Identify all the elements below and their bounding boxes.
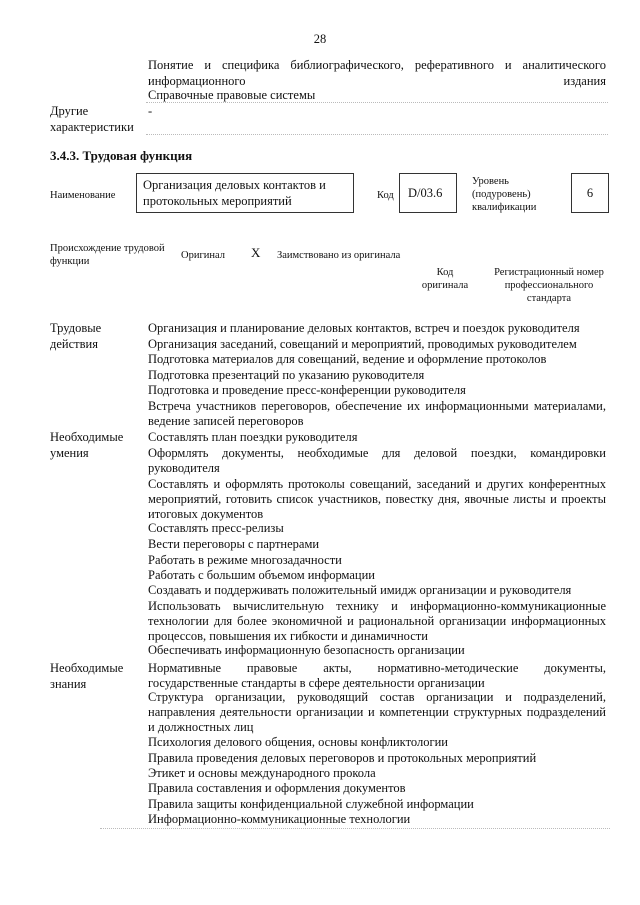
list-item: Структура организации, руководящий состав организации и подразделений, направления деятельности организации и компетенции структурных подразделений и должностных лиц bbox=[148, 690, 606, 734]
list-item-top-1: Понятие и специфика библиографического, реферативного и аналитического информационного издания bbox=[148, 58, 606, 88]
other-characteristics-label: Другие характеристики bbox=[50, 104, 134, 134]
origin-borrowed: Заимствовано из оригинала bbox=[277, 250, 401, 261]
list-item: Встреча участников переговоров, обеспечение их информационными материалами, ведение записей переговоров bbox=[148, 399, 606, 428]
level-label: Уровень (подуровень) квалификации bbox=[472, 176, 537, 213]
name-box bbox=[136, 173, 354, 213]
page-number: 28 bbox=[313, 32, 327, 46]
list-item: Составлять и оформлять протоколы совещаний, заседаний и других конферентных мероприятий, готовить список участников, повестку дня, явочные листы и проекты итоговых документов bbox=[148, 477, 606, 521]
code-box bbox=[399, 173, 457, 213]
list-item: Подготовка материалов для совещаний, ведение и оформление протоколов bbox=[148, 352, 547, 366]
code-value: D/03.6 bbox=[408, 186, 443, 200]
reg-number-label: Регистрационный номер профессионального стандарта bbox=[494, 267, 604, 304]
name-label: Наименование bbox=[50, 190, 116, 201]
list-item: Использовать вычислительную технику и информационно-коммуникационные технологии для более экономичной и рациональной организации информационных процессов, повышения их гибкости и динамичности bbox=[148, 599, 606, 643]
list-item: Этикет и основы международного прокола bbox=[148, 766, 376, 780]
list-item: Составлять план поездки руководителя bbox=[148, 430, 358, 444]
list-item: Правила защиты конфиденциальной служебной информации bbox=[148, 797, 474, 811]
origin-label: Происхождение трудовой функции bbox=[50, 243, 165, 267]
code-original-label: Код оригинала bbox=[421, 267, 469, 291]
list-item: Подготовка презентаций по указанию руководителя bbox=[148, 368, 425, 382]
skills-label: Необходимые умения bbox=[50, 430, 124, 460]
other-characteristics-value: - bbox=[148, 104, 153, 118]
list-item: Создавать и поддерживать положительный имидж организации и руководителя bbox=[148, 583, 572, 597]
list-item: Вести переговоры с партнерами bbox=[148, 537, 320, 551]
list-item: Психология делового общения, основы конфликтологии bbox=[148, 735, 448, 749]
level-value: 6 bbox=[586, 186, 594, 200]
table-bottom-divider bbox=[100, 828, 610, 829]
section-title: 3.4.3. Трудовая функция bbox=[50, 148, 193, 163]
origin-mark: X bbox=[251, 245, 261, 260]
list-item: Подготовка и проведение пресс-конференции руководителя bbox=[148, 383, 466, 397]
knowledge-label: Необходимые знания bbox=[50, 661, 124, 691]
list-item: Правила проведения деловых переговоров и протокольных мероприятий bbox=[148, 751, 537, 765]
list-item: Работать с большим объемом информации bbox=[148, 568, 375, 582]
level-box bbox=[571, 173, 609, 213]
list-item: Работать в режиме многозадачности bbox=[148, 553, 342, 567]
labor-actions-label: Трудовые действия bbox=[50, 321, 102, 351]
list-item-top-2: Справочные правовые системы bbox=[148, 88, 316, 102]
list-item: Правила составления и оформления документов bbox=[148, 781, 406, 795]
origin-original: Оригинал bbox=[181, 250, 225, 261]
list-item: Оформлять документы, необходимые для деловой поездки, командировки руководителя bbox=[148, 446, 606, 475]
list-item: Организация заседаний, совещаний и мероприятий, проводимых руководителем bbox=[148, 337, 577, 351]
row-divider bbox=[146, 102, 608, 103]
list-item: Нормативные правовые акты, нормативно-методические документы, государственные стандарты в сфере деятельности организации bbox=[148, 661, 606, 690]
name-value: Организация деловых контактов и протокольных мероприятий bbox=[143, 178, 326, 208]
list-item: Информационно-коммуникационные технологии bbox=[148, 812, 411, 826]
list-item: Организация и планирование деловых контактов, встреч и поездок руководителя bbox=[148, 321, 580, 335]
code-label: Код bbox=[377, 190, 394, 201]
list-item: Обеспечивать информационную безопасность организации bbox=[148, 643, 465, 657]
list-item: Составлять пресс-релизы bbox=[148, 521, 284, 535]
row-divider bbox=[146, 134, 608, 135]
